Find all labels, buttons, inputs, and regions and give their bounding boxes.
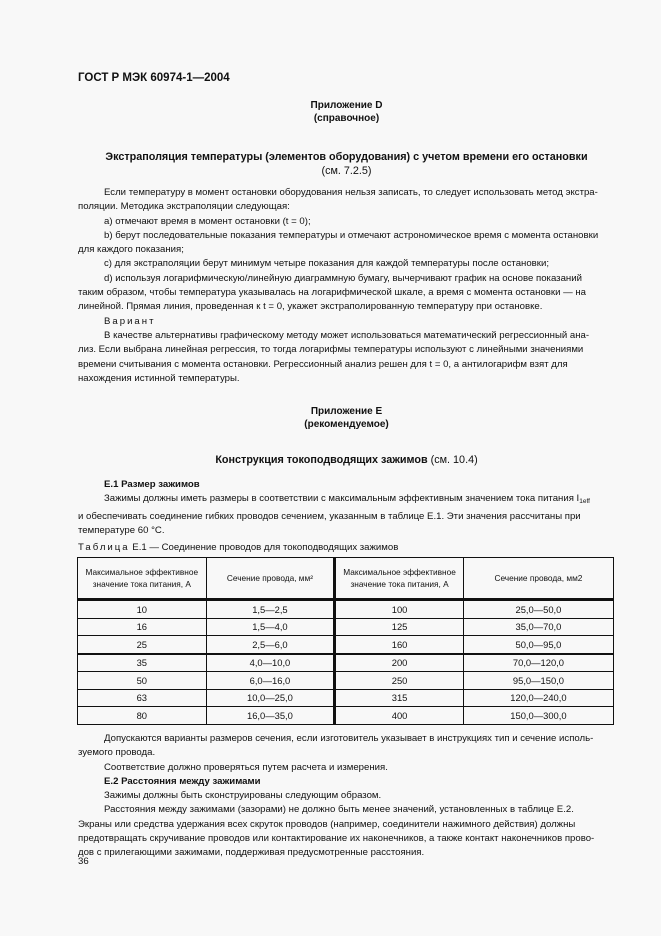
appendix-e-heading — [78, 453, 615, 467]
table-caption-text: E.1 — Соединение проводов для токоподводящих зажимов — [129, 542, 399, 553]
cell: 16 — [78, 618, 207, 636]
page-number: 36 — [78, 856, 89, 867]
appendix-d-text — [78, 186, 615, 386]
table-caption — [78, 542, 615, 553]
cell: 150,0—300,0 — [463, 707, 613, 725]
cell: 16,0—35,0 — [206, 707, 335, 725]
paragraph-text: Зажимы должны иметь размеры в соответствии с максимальным эффективным значением тока питания I — [104, 493, 580, 505]
cell: 10,0—25,0 — [206, 689, 335, 707]
cell: 35,0—70,0 — [463, 618, 613, 636]
variant-label: Вариант — [104, 315, 156, 327]
paragraph: Расстояния между зажимами (зазорами) не должно быть менее значений, установленных в таблице E.2. — [104, 804, 574, 816]
list-item-b-cont: для каждого показания; — [78, 244, 184, 256]
table-row — [78, 618, 614, 636]
paragraph: поляции. Методика экстраполяции следующая: — [78, 201, 290, 213]
cell: 120,0—240,0 — [463, 689, 613, 707]
table-e1-wrap — [77, 557, 614, 725]
subscript: 1eff — [579, 498, 590, 506]
cell: 80 — [78, 707, 207, 725]
table-row — [78, 654, 614, 672]
cell: 4,0—10,0 — [206, 654, 335, 672]
paragraph — [78, 492, 615, 509]
cell: 63 — [78, 689, 207, 707]
appendix-d-heading-ref: (см. 7.2.5) — [321, 165, 372, 177]
paragraph: нахождения истинной температуры. — [78, 372, 240, 384]
paragraph: дов с прилегающими зажимами, поддерживая предусмотренные расстояния. — [78, 847, 425, 859]
appendix-d-title: Приложение D — [310, 100, 383, 111]
appendix-d-heading: Экстраполяция температуры (элементов оборудования) с учетом времени его остановки — [105, 151, 588, 163]
paragraph: и обеспечивать соединение гибких проводов сечением, указанным в таблице E.1. Эти значения рассчитаны при — [78, 510, 581, 522]
paragraph: Экраны или средства удержания всех скруток проводов (например, соединители нажимного действия) должны — [78, 818, 576, 830]
table-row — [78, 600, 614, 619]
section-e1 — [78, 478, 615, 538]
cell: 50,0—95,0 — [463, 636, 613, 654]
appendix-e-heading-text: Конструкция токоподводящих зажимов — [215, 454, 428, 466]
appendix-e-heading-ref: (см. 10.4) — [427, 454, 478, 466]
column-header: Сечение провода, мм2 — [463, 558, 613, 600]
list-item-b: b) берут последовательные показания температуры и отмечают астрономическое время с момента остановки — [104, 229, 599, 241]
paragraph: В качестве альтернативы графическому методу может использоваться математический регрессионный ана- — [104, 329, 590, 341]
column-header: Максимальное эффективное значение тока питания, A — [335, 558, 464, 600]
cell: 35 — [78, 654, 207, 672]
after-table-text — [78, 732, 615, 861]
cell: 25 — [78, 636, 207, 654]
table-caption-label: Таблица — [78, 542, 130, 553]
paragraph: Соответствие должно проверяться путем расчета и измерения. — [104, 761, 388, 773]
table-row — [78, 707, 614, 725]
cell: 125 — [335, 618, 464, 636]
cell: 1,5—4,0 — [206, 618, 335, 636]
paragraph: предотвращать скручивание проводов или контактирование их наконечников, а также контакт наконечников прово- — [78, 833, 595, 845]
paragraph: времени считывания с момента остановки. Регрессионный анализ решен для t = 0, а антилогарифм взят для — [78, 358, 568, 370]
cell: 70,0—120,0 — [463, 654, 613, 672]
cell: 315 — [335, 689, 464, 707]
appendix-e-kind: (рекомендуемое) — [304, 419, 389, 430]
cell: 400 — [335, 707, 464, 725]
section-e1-title: E.1 Размер зажимов — [104, 479, 200, 490]
cell: 6,0—16,0 — [206, 672, 335, 690]
cell: 200 — [335, 654, 464, 672]
table-row — [78, 672, 614, 690]
cell: 50 — [78, 672, 207, 690]
list-item-d-cont: таким образом, чтобы температура указывалась на логарифмической шкале, а время с момента остановки — на — [78, 287, 586, 299]
cell: 25,0—50,0 — [463, 600, 613, 619]
paragraph: Допускаются варианты размеров сечения, если изготовитель указывает в инструкциях тип и сечение исполь- — [104, 733, 594, 744]
list-item-a: a) отмечают время в момент остановки (t = 0); — [104, 215, 311, 227]
appendix-e-title: Приложение E — [310, 406, 383, 417]
table-e1 — [77, 557, 614, 725]
section-e2-title: E.2 Расстояния между зажимами — [104, 775, 261, 787]
table-row — [78, 689, 614, 707]
column-header: Сечение провода, мм² — [206, 558, 335, 600]
list-item-c: c) для экстраполяции берут минимум четыре показания для каждой температуры после остановки; — [104, 258, 550, 270]
list-item-d: d) используя логарифмическую/линейную диаграммную бумагу, вычерчивают график на основе показаний — [104, 272, 582, 284]
cell: 10 — [78, 600, 207, 619]
column-header: Максимальное эффективное значение тока питания, A — [78, 558, 207, 600]
appendix-d-kind: (справочное) — [313, 113, 380, 124]
paragraph: Зажимы должны быть сконструированы следующим образом. — [104, 790, 382, 802]
paragraph: Если температуру в момент остановки оборудования нельзя записать, то следует использовать метод экстра- — [104, 187, 598, 198]
table-row — [78, 636, 614, 654]
cell: 95,0—150,0 — [463, 672, 613, 690]
standard-code-header: ГОСТ Р МЭК 60974-1—2004 — [78, 72, 230, 84]
cell: 1,5—2,5 — [206, 600, 335, 619]
cell: 100 — [335, 600, 464, 619]
paragraph: зуемого провода. — [78, 747, 156, 759]
cell: 2,5—6,0 — [206, 636, 335, 654]
cell: 250 — [335, 672, 464, 690]
list-item-d-cont: линейной. Прямая линия, проведенная к t = 0, укажет экстраполированную температуру при остановке. — [78, 301, 543, 313]
paragraph: температуре 60 °C. — [78, 524, 165, 536]
paragraph: лиз. Если выбрана линейная регрессия, то тогда логарифмы температуры используют с линейными значениями — [78, 344, 584, 356]
cell: 160 — [335, 636, 464, 654]
